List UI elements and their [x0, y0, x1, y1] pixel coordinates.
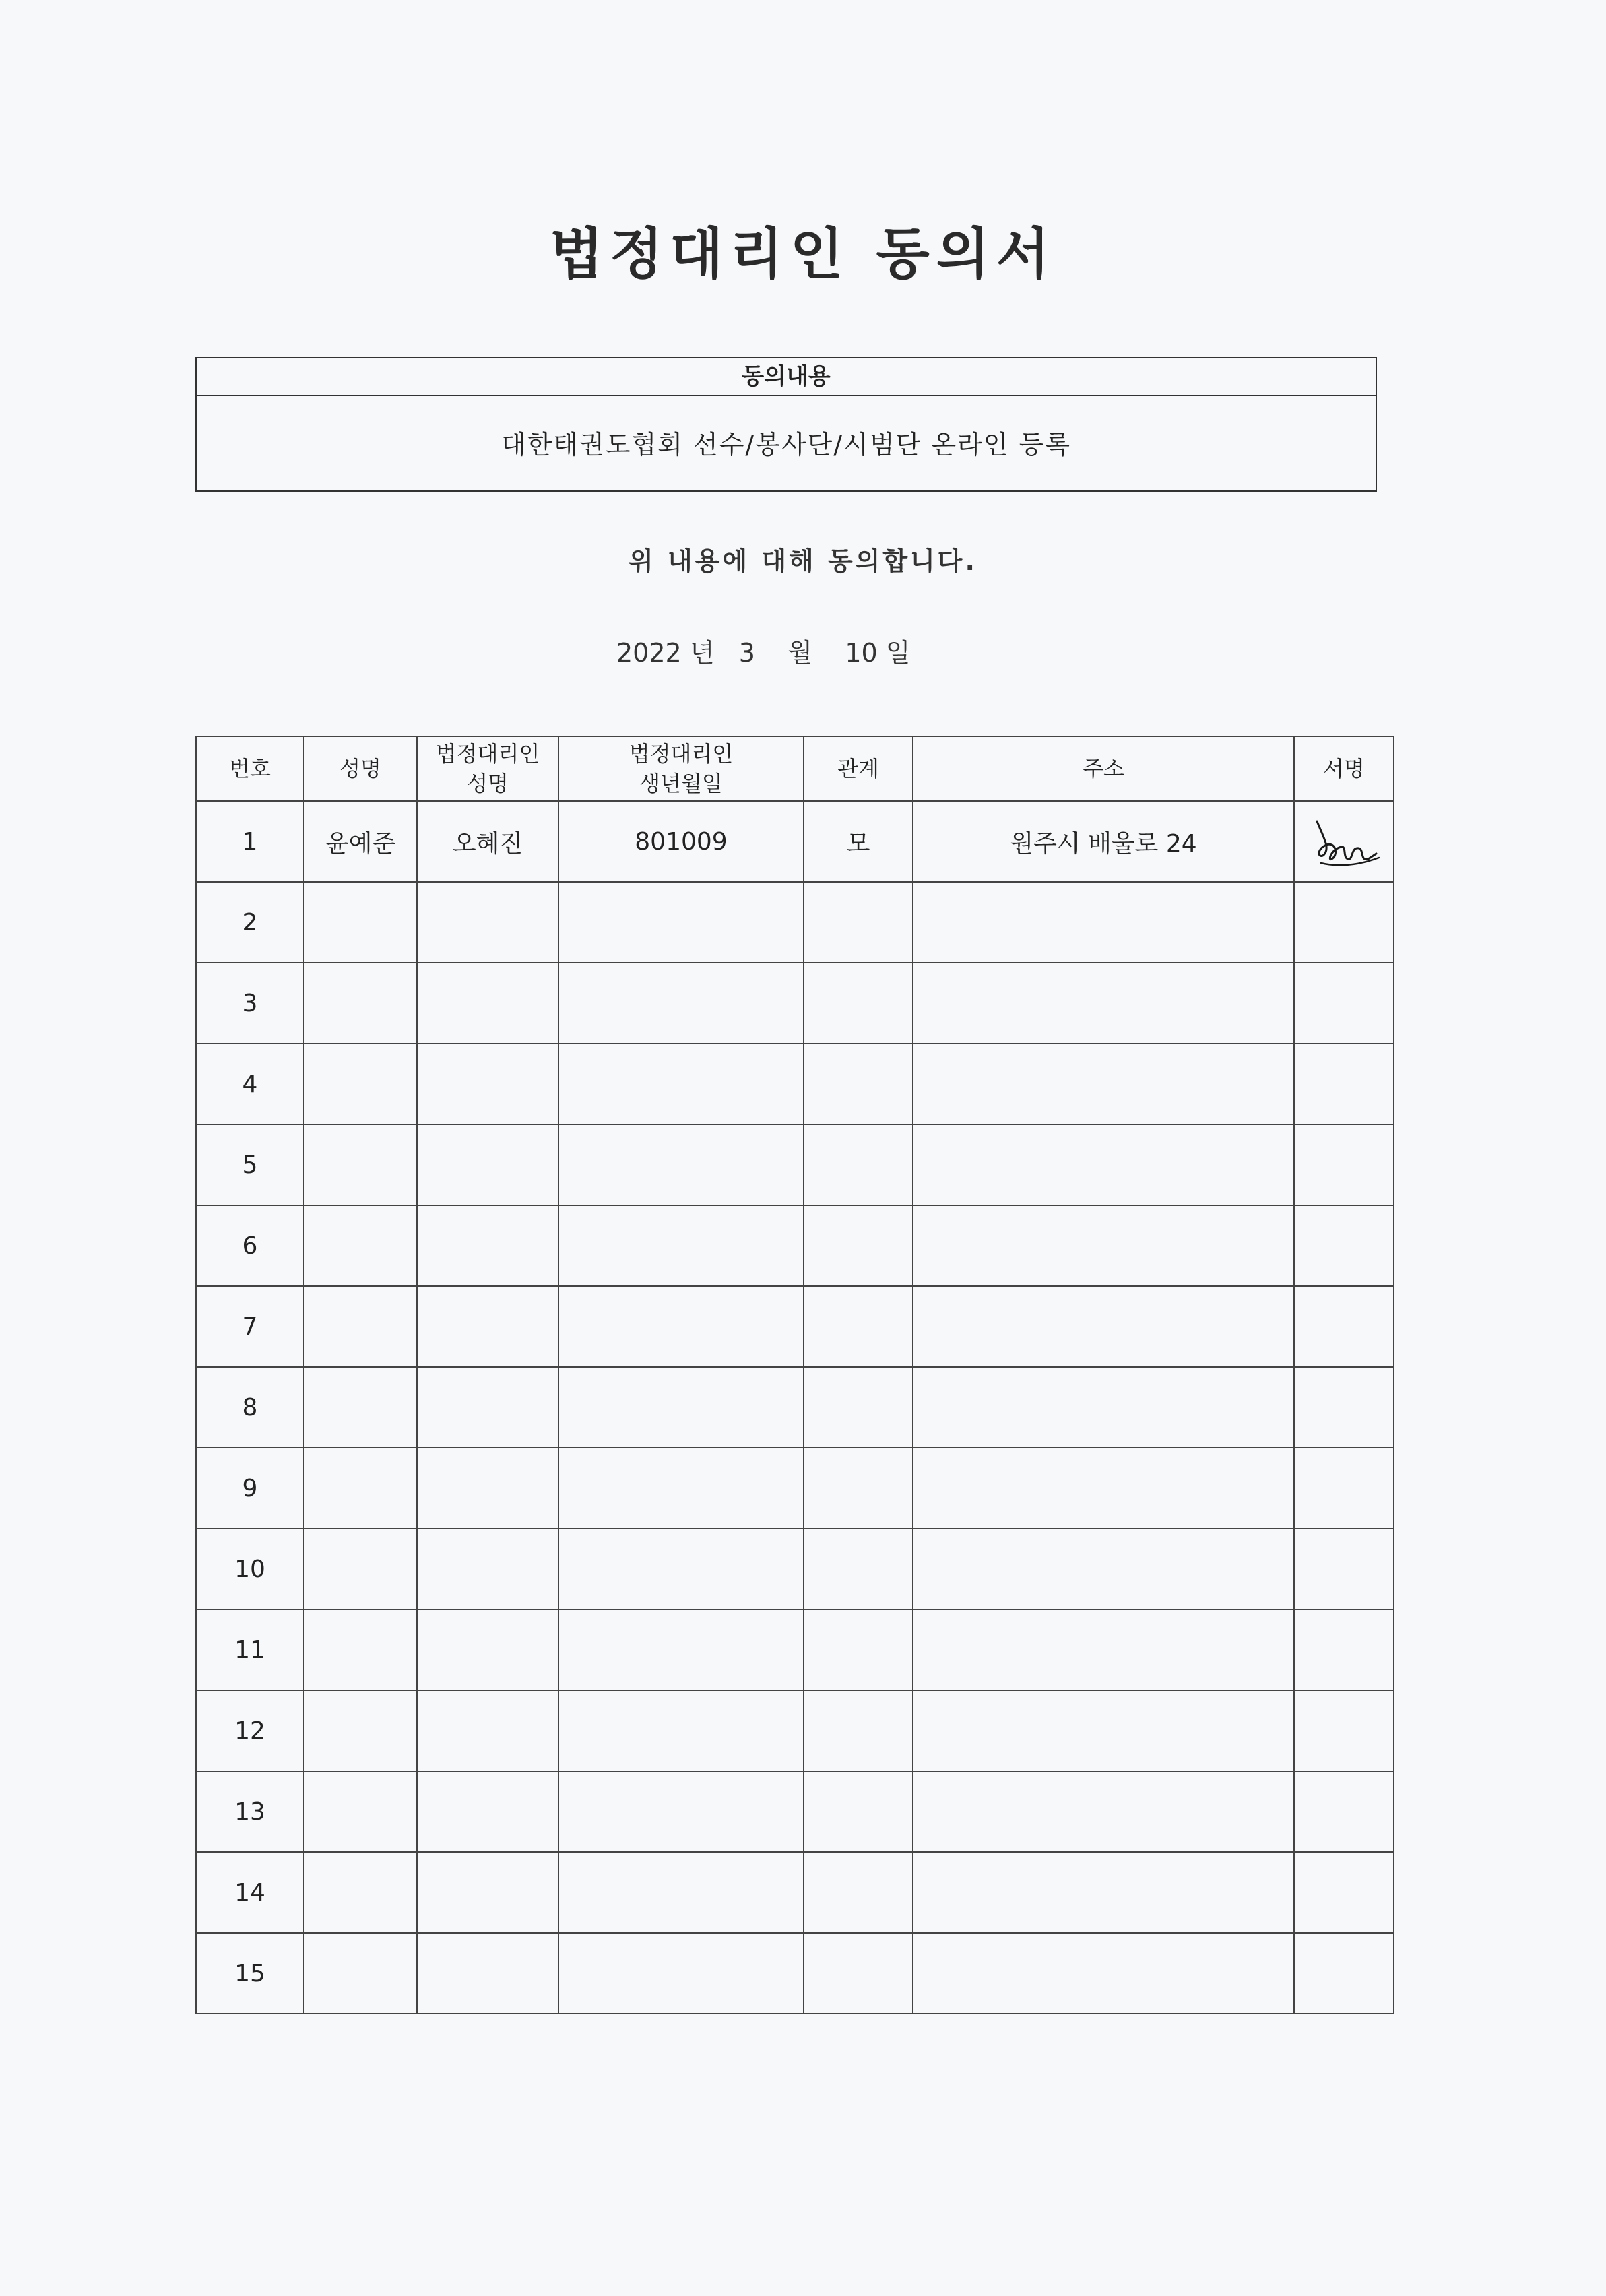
- cell-guardian-birth: [558, 882, 804, 963]
- table-row: [196, 963, 1394, 1044]
- cell-relation: [804, 1044, 913, 1124]
- cell-relation: [804, 1367, 913, 1448]
- cell-signature: [1294, 882, 1394, 963]
- date-year: 2022: [616, 638, 682, 668]
- table-row: [196, 1044, 1394, 1124]
- header-signature: 서명: [1294, 736, 1394, 801]
- table-row: [196, 1933, 1394, 2014]
- row-number: 3: [196, 963, 304, 1044]
- cell-signature: [1294, 1852, 1394, 1933]
- cell-relation: [804, 963, 913, 1044]
- row-number: 8: [196, 1367, 304, 1448]
- cell-name: [304, 1933, 417, 2014]
- header-guardian-name-line2: 성명: [467, 771, 509, 796]
- row-number: 9: [196, 1448, 304, 1529]
- cell-guardian-name: [417, 1529, 558, 1609]
- date-year-unit: 년: [689, 638, 715, 668]
- cell-address: [913, 1044, 1294, 1124]
- cell-address: [913, 1771, 1294, 1852]
- table-row: [196, 1367, 1394, 1448]
- cell-guardian-name: [417, 1933, 558, 2014]
- row-number: 1: [196, 801, 304, 882]
- cell-relation: [804, 882, 913, 963]
- row-number: 14: [196, 1852, 304, 1933]
- cell-address: [913, 963, 1294, 1044]
- table-row: [196, 1609, 1394, 1690]
- cell-signature: [1294, 1690, 1394, 1771]
- consent-heading: 동의내용: [197, 358, 1376, 396]
- cell-guardian-name: [417, 1852, 558, 1933]
- cell-address: [913, 1609, 1294, 1690]
- cell-guardian-birth: [558, 1852, 804, 1933]
- row-number: 13: [196, 1771, 304, 1852]
- cell-relation: [804, 1933, 913, 2014]
- cell-guardian-birth: [558, 1044, 804, 1124]
- cell-signature: [1294, 1933, 1394, 2014]
- header-address: 주소: [913, 736, 1294, 801]
- cell-relation: [804, 1286, 913, 1367]
- consent-box: [195, 357, 1377, 492]
- row-number: 6: [196, 1205, 304, 1286]
- cell-guardian-name: [417, 1044, 558, 1124]
- header-number: 번호: [196, 736, 304, 801]
- date-line: [616, 632, 911, 669]
- table-row: [196, 1852, 1394, 1933]
- table-row: [196, 1124, 1394, 1205]
- cell-address: [913, 1852, 1294, 1933]
- cell-guardian-birth: [558, 1448, 804, 1529]
- cell-relation: [804, 1205, 913, 1286]
- cell-guardian-birth: [558, 1529, 804, 1609]
- cell-name: [304, 1609, 417, 1690]
- cell-name: [304, 1286, 417, 1367]
- table-row: [196, 1286, 1394, 1367]
- cell-address: [913, 1448, 1294, 1529]
- cell-address: [913, 1690, 1294, 1771]
- cell-signature: [1294, 1286, 1394, 1367]
- cell-guardian-birth: [558, 963, 804, 1044]
- cell-guardian-birth: 801009: [558, 801, 804, 882]
- cell-relation: [804, 1609, 913, 1690]
- cell-relation: [804, 1771, 913, 1852]
- cell-address: [913, 1124, 1294, 1205]
- date-day: 10: [845, 638, 878, 668]
- cell-signature: [1294, 963, 1394, 1044]
- cell-signature: [1294, 1448, 1394, 1529]
- agreement-statement: 위 내용에 대해 동의합니다.: [629, 546, 977, 576]
- cell-relation: [804, 1852, 913, 1933]
- table-row: [196, 882, 1394, 963]
- cell-signature: [1294, 801, 1394, 882]
- cell-signature: [1294, 1205, 1394, 1286]
- cell-guardian-name: [417, 1367, 558, 1448]
- table-row: [196, 1529, 1394, 1609]
- row-number: 11: [196, 1609, 304, 1690]
- cell-name: [304, 1205, 417, 1286]
- cell-guardian-name: [417, 1448, 558, 1529]
- cell-guardian-birth: [558, 1286, 804, 1367]
- row-number: 7: [196, 1286, 304, 1367]
- table-row: [196, 1205, 1394, 1286]
- cell-relation: 모: [804, 801, 913, 882]
- consent-content: 대한태권도협회 선수/봉사단/시범단 온라인 등록: [501, 430, 1071, 459]
- cell-name: [304, 1448, 417, 1529]
- cell-name: [304, 1852, 417, 1933]
- cell-guardian-name: [417, 1771, 558, 1852]
- row-number: 15: [196, 1933, 304, 2014]
- header-guardian-birth-line1: 법정대리인: [629, 741, 734, 767]
- cell-guardian-name: [417, 963, 558, 1044]
- cell-address: [913, 1933, 1294, 2014]
- cell-name: [304, 1124, 417, 1205]
- date-month: 3: [738, 638, 755, 668]
- cell-name: [304, 1044, 417, 1124]
- cell-guardian-name: 오혜진: [417, 801, 558, 882]
- header-guardian-name: [417, 736, 558, 801]
- cell-relation: [804, 1690, 913, 1771]
- table-row: [196, 1771, 1394, 1852]
- date-day-unit: 일: [885, 638, 911, 668]
- header-guardian-name-line1: 법정대리인: [435, 741, 540, 767]
- cell-relation: [804, 1529, 913, 1609]
- table-row: [196, 1448, 1394, 1529]
- document-title: 법정대리인 동의서: [549, 222, 1057, 286]
- cell-guardian-birth: [558, 1124, 804, 1205]
- cell-signature: [1294, 1771, 1394, 1852]
- cell-guardian-birth: [558, 1933, 804, 2014]
- cell-address: [913, 1529, 1294, 1609]
- cell-guardian-name: [417, 1124, 558, 1205]
- header-guardian-birth: [558, 736, 804, 801]
- cell-signature: [1294, 1124, 1394, 1205]
- header-name: 성명: [304, 736, 417, 801]
- cell-guardian-birth: [558, 1367, 804, 1448]
- cell-name: [304, 882, 417, 963]
- table-row: [196, 801, 1394, 882]
- row-number: 5: [196, 1124, 304, 1205]
- cell-guardian-name: [417, 1609, 558, 1690]
- table-row: [196, 1690, 1394, 1771]
- handwritten-signature: [1304, 808, 1384, 875]
- cell-guardian-birth: [558, 1771, 804, 1852]
- cell-address: [913, 1286, 1294, 1367]
- cell-name: [304, 1367, 417, 1448]
- cell-guardian-name: [417, 1286, 558, 1367]
- cell-signature: [1294, 1609, 1394, 1690]
- table-body: [196, 801, 1394, 2014]
- table-header-row: [196, 736, 1394, 801]
- cell-address: [913, 1367, 1294, 1448]
- cell-name: [304, 1690, 417, 1771]
- guardian-table: [195, 736, 1394, 2014]
- row-number: 10: [196, 1529, 304, 1609]
- cell-name: [304, 963, 417, 1044]
- cell-address: 원주시 배울로 24: [913, 801, 1294, 882]
- header-guardian-birth-line2: 생년월일: [639, 771, 723, 796]
- cell-signature: [1294, 1529, 1394, 1609]
- row-number: 2: [196, 882, 304, 963]
- cell-address: [913, 882, 1294, 963]
- cell-name: [304, 1529, 417, 1609]
- cell-guardian-birth: [558, 1205, 804, 1286]
- cell-signature: [1294, 1367, 1394, 1448]
- cell-name: 윤예준: [304, 801, 417, 882]
- cell-relation: [804, 1448, 913, 1529]
- cell-relation: [804, 1124, 913, 1205]
- cell-address: [913, 1205, 1294, 1286]
- cell-guardian-name: [417, 882, 558, 963]
- date-month-unit: 월: [788, 638, 813, 668]
- cell-guardian-birth: [558, 1609, 804, 1690]
- row-number: 12: [196, 1690, 304, 1771]
- cell-signature: [1294, 1044, 1394, 1124]
- cell-guardian-birth: [558, 1690, 804, 1771]
- cell-guardian-name: [417, 1205, 558, 1286]
- header-relation: 관계: [804, 736, 913, 801]
- cell-guardian-name: [417, 1690, 558, 1771]
- row-number: 4: [196, 1044, 304, 1124]
- cell-name: [304, 1771, 417, 1852]
